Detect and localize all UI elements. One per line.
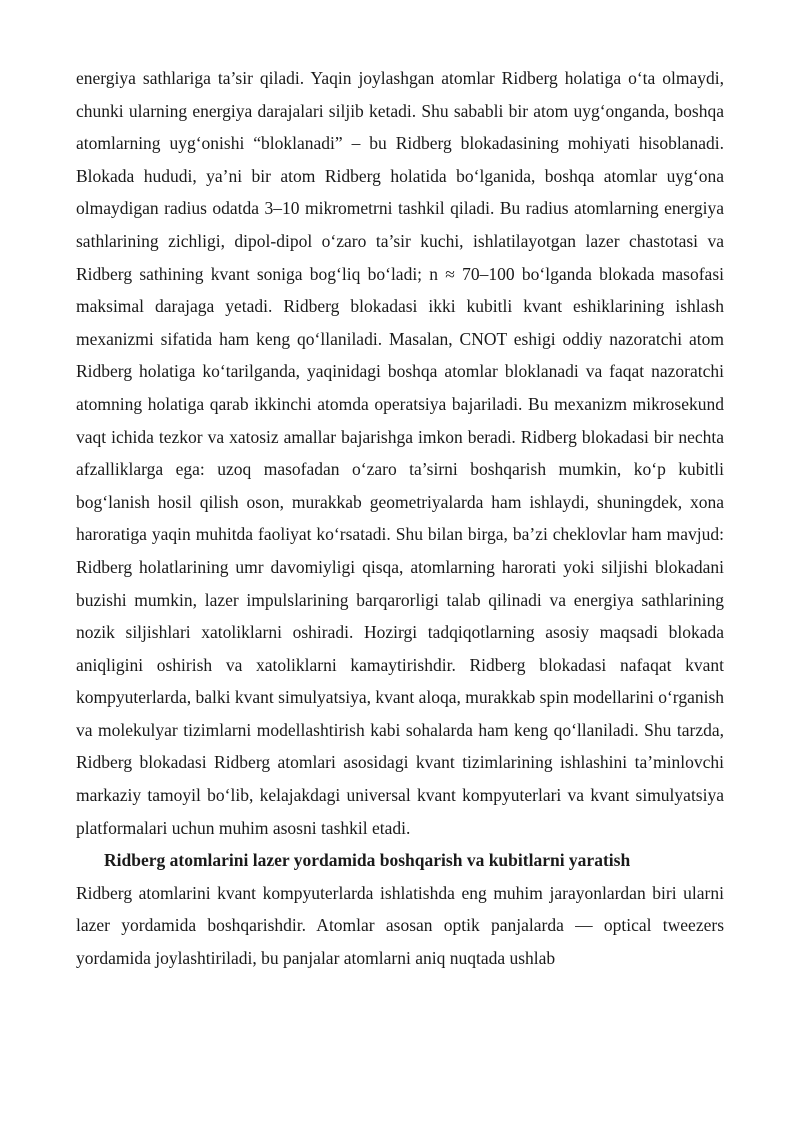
body-paragraph-2: Ridberg atomlarini kvant kompyuterlarda ishlatishda eng muhim jarayonlardan biri ularni lazer yordamida boshqarishdir. Atomlar asosan optik panjalarda — optical tweezers yordamida joylashtiriladi, bu panjalar atomlarni aniq nuqtada ushlab	[76, 882, 724, 969]
section-heading: Ridberg atomlarini lazer yordamida boshqarish va kubitlarni yaratish	[104, 850, 631, 871]
document-page	[76, 62, 724, 975]
body-paragraph-1: energiya sathlariga ta’sir qiladi. Yaqin joylashgan atomlar Ridberg holatiga o‘ta olmaydi, chunki ularning energiya darajalari siljib ketadi. Shu sababli bir atom uyg‘onganda, boshqa atomlarning uyg‘onishi “bloklanadi” – bu Ridberg blokadasining mohiyati hisoblanadi. Blokada hududi, ya’ni bir atom Ridberg holatida bo‘lganida, boshqa atomlar uyg‘ona olmaydigan radius odatda 3–10 mikrometrni tashkil qiladi. Bu radius atomlarning energiya sathlarining zichligi, dipol-dipol o‘zaro ta’sir kuchi, ishlatilayotgan lazer chastotasi va Ridberg sathining kvant soniga bog‘liq bo‘ladi; n ≈ 70–100 bo‘lganda blokada masofasi maksimal darajaga yetadi. Ridberg blokadasi ikki kubitli kvant eshiklarining ishlash mexanizmi sifatida ham keng qo‘llaniladi. Masalan, CNOT eshigi oddiy nazoratchi atom Ridberg holatiga ko‘tarilganda, yaqinidagi boshqa atomlar bloklanadi va faqat nazoratchi atomning holatiga qarab ikkinchi atomda operatsiya bajariladi. Bu mexanizm mikrosekund vaqt ichida tezkor va xatosiz amallar bajarishga imkon beradi. Ridberg blokadasi bir nechta afzalliklarga ega: uzoq masofadan o‘zaro ta’sirni boshqarish mumkin, ko‘p kubitli bog‘lanish hosil qilish oson, murakkab geometriyalarda ham ishlaydi, shuningdek, xona haroratiga yaqin muhitda faoliyat ko‘rsatadi. Shu bilan birga, ba’zi cheklovlar ham mavjud: Ridberg holatlarining umr davomiyligi qisqa, atomlarning harorati yoki siljishi blokadani buzishi mumkin, lazer impulslarining barqarorligi talab qilinadi va energiya sathlarining nozik siljishlari xatoliklarni oshiradi. Hozirgi tadqiqotlarning asosiy maqsadi blokada aniqligini oshirish va xatoliklarni kamaytirishdir. Ridberg blokadasi nafaqat kvant kompyuterlarda, balki kvant simulyatsiya, kvant aloqa, murakkab spin modellarini o‘rganish va molekulyar tizimlarni modellashtirish kabi sohalarda ham keng qo‘llaniladi. Shu tarzda, Ridberg blokadasi Ridberg atomlari asosidagi kvant tizimlarining ishlashini ta’minlovchi markaziy tamoyil bo‘lib, kelajakdagi universal kvant kompyuterlari va kvant simulyatsiya platformalari uchun muhim asosni tashkil etadi.	[76, 68, 725, 838]
